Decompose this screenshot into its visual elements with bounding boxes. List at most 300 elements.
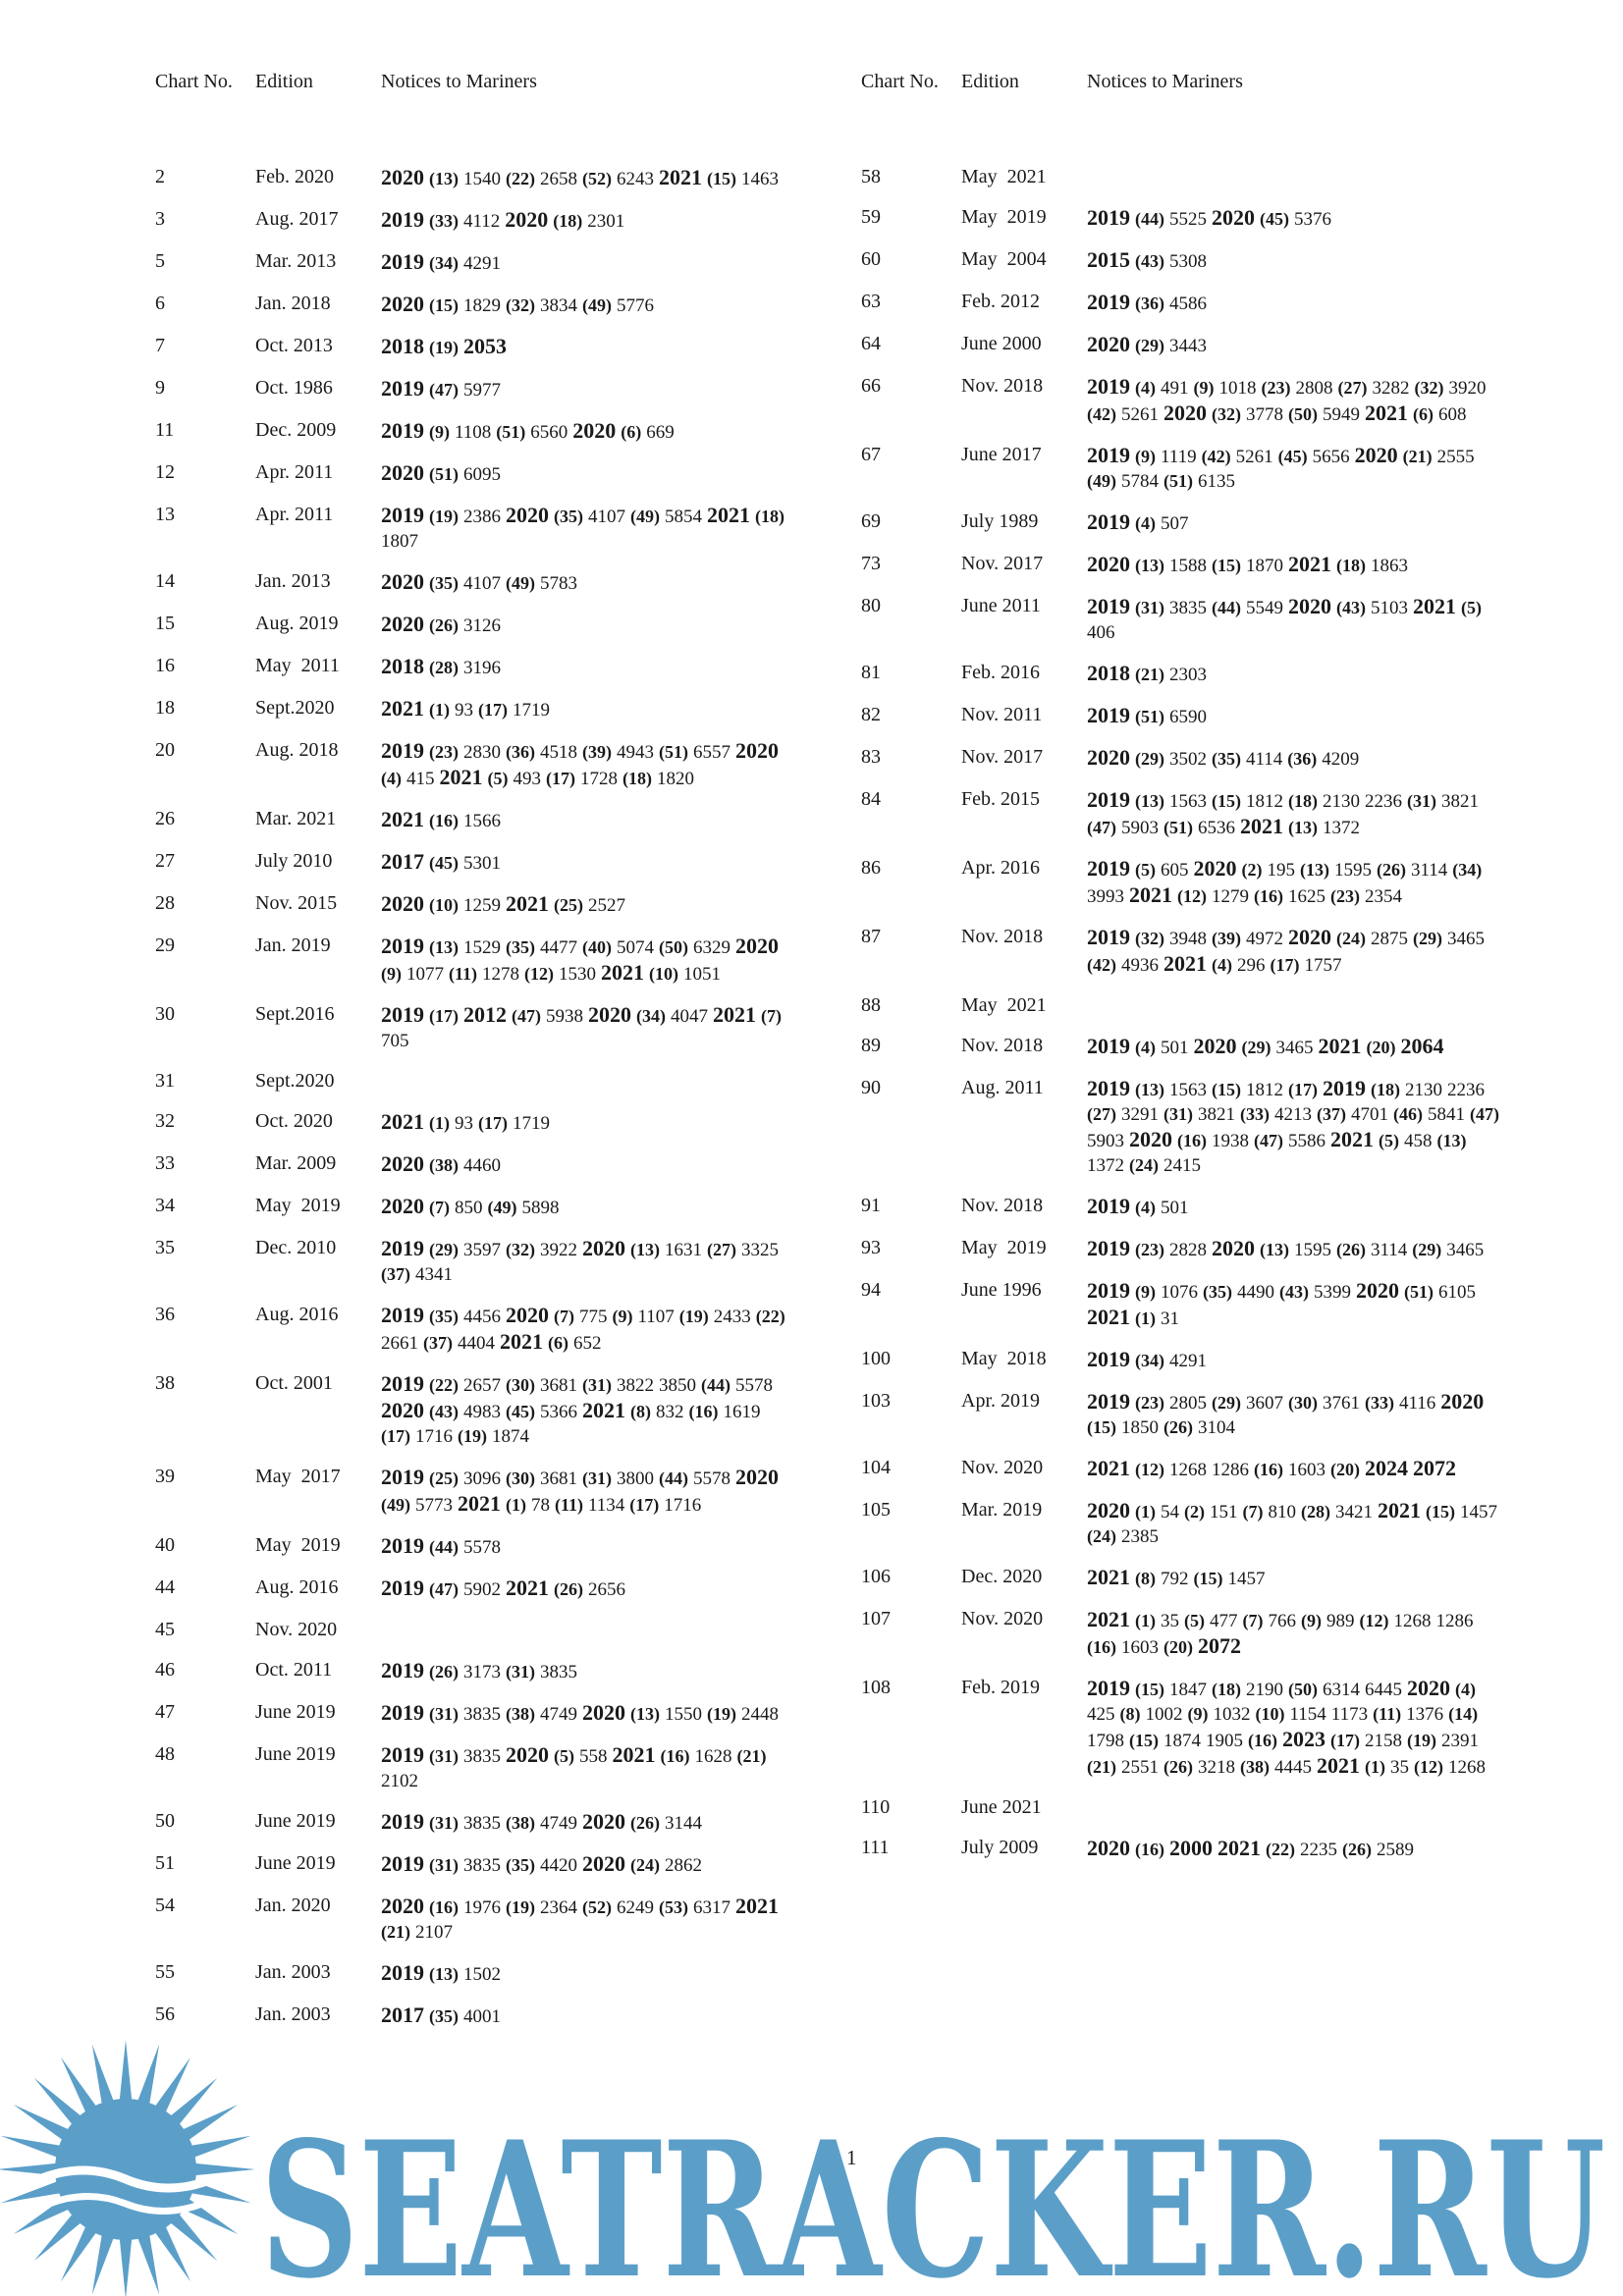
notice-week: (36) [1135,294,1164,313]
notice-number: 4213 [1274,1104,1312,1125]
chart-row [861,332,1539,374]
notice-week: (13) [1300,860,1329,880]
notices-list [381,612,793,638]
notice-year: 2072 [1413,1456,1456,1480]
notice-number: 1619 [723,1402,761,1422]
notice-week: (24) [1336,929,1366,948]
notice-number: 6557 [693,742,730,763]
notice-number: 3291 [1121,1104,1159,1125]
notice-number: 832 [656,1402,684,1422]
chart-number: 86 [861,857,881,879]
notice-year: 2021 [707,503,750,527]
chart-number: 67 [861,444,881,465]
notice-week: (30) [506,1375,535,1395]
notice-week: (11) [1373,1704,1402,1724]
notice-week: (39) [1212,929,1241,948]
notice-year: 2020 [381,1194,424,1218]
chart-number: 81 [861,662,881,683]
chart-row [155,1575,833,1618]
edition-date: Mar. 2013 [255,250,337,272]
chart-number: 104 [861,1457,891,1478]
notice-year: 2020 [582,1851,625,1876]
notice-year: 2021 [735,1894,779,1918]
notices-list [381,1575,793,1602]
notice-week: (1) [506,1495,526,1515]
notice-number: 2589 [1377,1840,1414,1860]
chart-number: 91 [861,1195,881,1216]
notice-year: 2020 [1407,1676,1450,1700]
notices-list [1087,661,1499,687]
notice-number: 1002 [1145,1704,1183,1725]
edition-date: Nov. 2017 [961,553,1044,574]
notice-week: (16) [429,811,459,830]
notice-week: (20) [1330,1460,1360,1479]
notice-year: 2021 [1217,1836,1261,1860]
column-header [861,71,1539,98]
notice-number: 3607 [1246,1393,1283,1414]
notice-year: 2018 [381,334,424,358]
notice-week: (9) [1193,378,1215,398]
watermark-text: SEATRACKER.RU [260,2101,1605,2296]
notice-year: 2021 [1163,951,1207,976]
notice-number: 3761 [1323,1393,1360,1414]
notice-number: 3126 [463,615,501,636]
notice-year: 2020 [1129,1127,1172,1151]
chart-number: 2 [155,166,165,187]
left-column [155,71,833,2045]
notice-year: 2020 [381,292,424,316]
notice-year: 2020 [381,612,424,636]
notice-number: 78 [531,1495,550,1516]
notices-list [381,460,793,487]
notice-year: 2020 [735,934,779,958]
notice-year: 2019 [1087,443,1130,467]
notice-week: (29) [1241,1038,1271,1057]
notices-list [381,1809,793,1836]
notice-week: (19) [458,1426,487,1446]
notice-number: 2805 [1169,1393,1207,1414]
edition-date: Sept.2016 [255,1003,335,1025]
chart-number: 111 [861,1837,890,1858]
chart-number: 36 [155,1304,175,1325]
notices-list [1087,1347,1499,1373]
notice-week: (32) [1414,378,1444,398]
notice-week: (43) [1279,1282,1309,1302]
notice-year: 2019 [381,934,424,958]
notice-week: (9) [1301,1611,1322,1630]
notice-week: (26) [1377,860,1406,880]
notice-number: 4107 [588,507,625,527]
notice-number: 2386 [463,507,501,527]
notice-week: (7) [761,1006,782,1026]
notice-number: 1850 [1121,1417,1159,1438]
notice-week: (38) [506,1813,535,1833]
edition-date: Feb. 2020 [255,166,334,187]
chart-number: 58 [861,166,881,187]
chart-row [861,1076,1539,1194]
notice-week: (18) [1336,556,1366,575]
edition-date: May 2019 [255,1195,341,1216]
notice-year: 2021 [582,1398,625,1422]
notice-year: 2020 [1087,745,1130,770]
notice-number: 4943 [617,742,654,763]
notice-number: 1716 [415,1426,453,1447]
notice-week: (37) [381,1264,410,1284]
notice-number: 1719 [513,1113,550,1134]
notice-week: (42) [1201,447,1231,466]
notice-week: (16) [429,1897,459,1917]
notice-week: (6) [548,1333,568,1353]
notice-week: (18) [1288,791,1318,811]
notice-year: 2019 [381,418,424,443]
chart-row [155,1194,833,1236]
notice-year: 2020 [735,738,779,763]
notice-number: 5261 [1121,404,1159,425]
notice-week: (20) [1163,1637,1193,1657]
notice-number: 4749 [540,1813,577,1834]
notice-number: 3835 [463,1704,501,1725]
notice-year: 2019 [381,1533,424,1558]
header-chart-no: Chart No. [155,71,233,92]
notice-number: 5773 [415,1495,453,1516]
chart-list [155,165,833,2045]
notice-year: 2021 [1317,1753,1360,1778]
notice-number: 4445 [1274,1757,1312,1778]
chart-number: 103 [861,1390,891,1412]
notice-number: 3835 [540,1662,577,1682]
notice-number: 652 [573,1333,602,1354]
notice-week: (33) [429,211,459,231]
chart-row [861,993,1539,1034]
notice-number: 1595 [1294,1240,1331,1260]
notice-number: 4420 [540,1855,577,1876]
chart-number: 93 [861,1237,881,1258]
notice-week: (45) [429,853,459,873]
notice-number: 1550 [665,1704,702,1725]
notice-number: 5578 [463,1537,501,1558]
notice-year: 2019 [1087,509,1130,534]
notice-week: (39) [582,742,612,762]
notice-week: (28) [429,658,459,677]
notice-number: 2828 [1169,1240,1207,1260]
notice-number: 3597 [463,1240,501,1260]
notice-week: (29) [429,1240,459,1259]
notice-year: 2020 [505,207,549,232]
edition-date: May 2019 [255,1534,341,1556]
notice-year: 2053 [463,334,507,358]
notice-number: 1372 [1087,1155,1124,1176]
notice-year: 2021 [601,960,644,985]
notice-week: (31) [429,1704,459,1724]
notice-number: 501 [1161,1038,1189,1058]
notice-week: (17) [381,1426,410,1446]
chart-row [155,849,833,891]
notice-year: 2018 [381,654,424,678]
chart-number: 63 [861,291,881,312]
edition-date: Oct. 2020 [255,1110,333,1132]
notice-number: 1259 [463,895,501,916]
notice-week: (34) [429,253,459,273]
chart-row [861,205,1539,247]
notice-number: 3096 [463,1468,501,1489]
notice-year: 2020 [1356,1278,1399,1303]
edition-date: Nov. 2018 [961,1195,1044,1216]
edition-date: Aug. 2018 [255,739,339,761]
notice-year: 2020 [1212,205,1255,230]
notice-week: (12) [1359,1611,1389,1630]
notice-week: (13) [630,1240,660,1259]
notice-number: 1595 [1334,860,1372,881]
notice-number: 425 [1087,1704,1115,1725]
notice-number: 792 [1161,1569,1189,1589]
notice-week: (15) [707,169,736,188]
sun-ray [120,2238,133,2296]
edition-date: June 2017 [961,444,1042,465]
notice-year: 2021 [458,1491,501,1516]
notice-number: 5301 [463,853,501,874]
notices-list [1087,290,1499,316]
notice-year: 2024 [1365,1456,1408,1480]
notice-number: 4477 [540,937,577,958]
notices-list [1087,552,1499,578]
notice-year: 2021 [1087,1607,1130,1631]
chart-number: 12 [155,461,175,483]
notice-number: 4047 [671,1006,708,1027]
notice-number: 2130 [1323,791,1360,812]
notice-number: 2875 [1371,929,1408,949]
chart-number: 27 [155,850,175,872]
chart-number: 66 [861,375,881,397]
chart-number: 11 [155,419,175,441]
notice-week: (11) [555,1495,583,1515]
notices-list [381,207,793,234]
chart-number: 15 [155,613,175,634]
notice-week: (24) [630,1855,660,1875]
edition-date: Nov. 2018 [961,1035,1044,1056]
notice-week: (23) [1135,1240,1164,1259]
notice-number: 507 [1161,513,1189,534]
notice-week: (22) [755,1307,785,1326]
chart-number: 38 [155,1372,175,1394]
notice-week: (36) [1287,749,1318,769]
notice-year: 2000 [1169,1836,1213,1860]
notice-number: 4114 [1246,749,1283,770]
notice-number: 1812 [1246,1080,1283,1100]
notice-number: 3822 [617,1375,654,1396]
notices-list [1087,1607,1499,1660]
notice-week: (51) [1163,471,1193,491]
notice-week: (49) [487,1198,517,1217]
notice-number: 2657 [463,1375,501,1396]
notices-list [1087,1565,1499,1591]
notice-week: (27) [707,1240,736,1259]
notice-week: (49) [1087,471,1116,491]
chart-number: 35 [155,1237,175,1258]
notice-year: 2019 [1087,925,1130,949]
notice-number: 5903 [1087,1131,1124,1151]
notice-week: (32) [1212,404,1241,424]
notice-number: 3681 [540,1375,577,1396]
notice-week: (7) [1242,1502,1264,1522]
notice-year: 2020 [572,418,617,443]
notice-year: 2020 [506,1303,549,1327]
notice-year: 2019 [381,503,424,527]
notices-list [381,1658,793,1684]
watermark [0,2032,1623,2296]
notice-number: 3821 [1198,1104,1235,1125]
notices-list [381,1894,793,1945]
notice-week: (26) [554,1579,583,1599]
chart-row [155,1303,833,1371]
notice-number: 4460 [463,1155,501,1176]
notice-year: 2021 [1087,1305,1130,1329]
notice-number: 4456 [463,1307,501,1327]
notice-number: 1119 [1161,447,1197,467]
notice-year: 2021 [506,891,549,916]
notice-year: 2019 [381,1809,424,1834]
notice-week: (21) [1135,665,1164,684]
notice-year: 2018 [1087,661,1130,685]
notice-year: 2020 [1087,552,1130,576]
notice-year: 2021 [1087,1565,1130,1589]
notice-week: (35) [506,937,535,957]
notice-number: 4586 [1169,294,1207,314]
notice-number: 1134 [588,1495,625,1516]
notice-week: (9) [381,964,402,984]
chart-number: 55 [155,1961,175,1983]
notices-list [1087,745,1499,772]
chart-row [155,1618,833,1658]
notice-number: 1173 [1330,1704,1369,1725]
notice-year: 2021 [1365,400,1408,425]
notice-number: 6329 [693,937,730,958]
chart-row [155,1533,833,1575]
notices-list [381,1371,793,1449]
chart-row [861,1194,1539,1236]
notices-list [1087,925,1499,978]
notice-year: 2023 [1282,1727,1325,1751]
notice-number: 5949 [1323,404,1360,425]
chart-number: 5 [155,250,165,272]
notice-number: 2385 [1121,1526,1159,1547]
chart-number: 87 [861,926,881,947]
chart-row [155,654,833,696]
notice-number: 1563 [1169,791,1207,812]
sun-ray [190,2136,251,2158]
chart-number: 94 [861,1279,881,1301]
notice-week: (29) [1413,929,1442,948]
sun-ray [194,2163,255,2176]
notices-list [381,292,793,318]
edition-date: Dec. 2010 [255,1237,337,1258]
notices-list [381,376,793,402]
notice-week: (47) [1254,1131,1283,1150]
notice-week: (31) [582,1468,612,1488]
notice-number: 1457 [1460,1502,1497,1522]
notice-week: (16) [1087,1637,1116,1657]
notice-year: 2020 [381,1398,424,1422]
chart-number: 32 [155,1110,175,1132]
notice-number: 4107 [463,573,501,594]
edition-date: June 2011 [961,595,1041,616]
notice-number: 406 [1087,622,1115,643]
edition-date: June 2019 [255,1810,336,1832]
notice-week: (21) [1087,1757,1116,1777]
edition-date: Nov. 2018 [961,375,1044,397]
notice-number: 195 [1267,860,1295,881]
notice-number: 5366 [540,1402,577,1422]
notice-year: 2017 [381,849,424,874]
notice-year: 2020 [381,1894,424,1918]
notice-number: 1154 [1289,1704,1326,1725]
notice-week: (50) [1288,1680,1318,1699]
notice-number: 6590 [1169,707,1207,727]
notice-week: (43) [1336,598,1366,617]
chart-row [155,1894,833,1960]
notice-number: 1077 [406,964,444,985]
notice-number: 558 [579,1746,608,1767]
notice-week: (31) [429,1746,459,1766]
right-column [861,71,1539,1878]
notice-week: (35) [1212,749,1241,769]
notice-number: 4116 [1399,1393,1436,1414]
notice-number: 3443 [1169,336,1207,356]
notice-number: 2656 [588,1579,625,1600]
notice-number: 5776 [617,295,654,316]
notice-week: (1) [1135,1611,1156,1630]
chart-row [155,207,833,249]
notice-year: 2021 [1318,1034,1362,1058]
notice-number: 3114 [1371,1240,1408,1260]
notices-list [1087,856,1499,909]
notice-week: (49) [630,507,660,526]
header-edition: Edition [961,71,1019,92]
notice-year: 2017 [381,2002,424,2027]
sun-burst-icon [0,2040,255,2296]
chart-number: 60 [861,248,881,270]
notice-week: (45) [1260,209,1289,229]
notice-number: 4291 [1169,1351,1207,1371]
notices-list [381,2002,793,2029]
notice-year: 2072 [1198,1633,1241,1658]
notices-list [381,249,793,276]
notice-number: 1463 [741,169,779,189]
chart-row [155,1809,833,1851]
edition-date: May 2004 [961,248,1047,270]
notice-week: (5) [1184,1611,1205,1630]
notices-list [381,1851,793,1878]
chart-row [155,503,833,569]
chart-row [155,460,833,503]
chart-number: 56 [155,2003,175,2025]
chart-row [155,1851,833,1894]
notice-week: (4) [381,769,402,788]
notice-number: 4936 [1121,955,1159,976]
notice-number: 1268 [1169,1460,1207,1480]
notice-year: 2021 [1129,882,1172,907]
chart-number: 16 [155,655,175,676]
notice-number: 2658 [540,169,577,189]
notice-week: (13) [1260,1240,1289,1259]
notice-year: 2019 [1087,594,1130,618]
notice-week: (42) [1087,955,1116,975]
chart-number: 30 [155,1003,175,1025]
edition-date: Feb. 2019 [961,1677,1040,1698]
notice-year: 2019 [381,1303,424,1327]
notice-number: 2808 [1295,378,1333,399]
notice-week: (15) [1212,556,1241,575]
notice-number: 1286 [1435,1611,1474,1631]
